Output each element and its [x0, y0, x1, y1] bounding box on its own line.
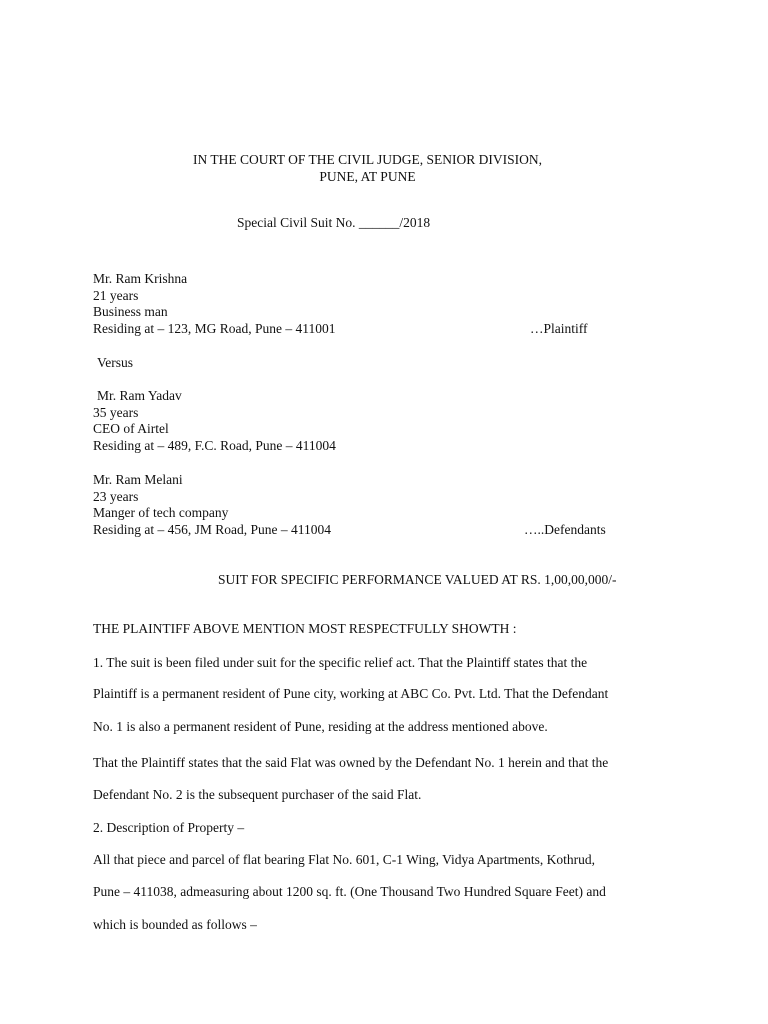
- paragraph-1-line: Plaintiff is a permanent resident of Pune city, working at ABC Co. Pvt. Ltd. That the Defendant: [93, 686, 609, 701]
- defendant-2-address: Residing at – 456, JM Road, Pune – 411004: [93, 522, 331, 537]
- paragraph-2-line: Defendant No. 2 is the subsequent purchaser of the said Flat.: [93, 787, 422, 802]
- plaintiff-address: Residing at – 123, MG Road, Pune – 411001: [93, 321, 336, 336]
- paragraph-3-line: All that piece and parcel of flat bearing Flat No. 601, C-1 Wing, Vidya Apartments, Kothrud,: [93, 852, 596, 867]
- defendant-2-age: 23 years: [93, 489, 139, 504]
- plaintiff-age: 21 years: [93, 288, 139, 303]
- court-heading-line-2: PUNE, AT PUNE: [319, 169, 416, 184]
- plaintiff-occupation: Business man: [93, 304, 168, 319]
- defendant-1-address: Residing at – 489, F.C. Road, Pune – 411004: [93, 438, 336, 453]
- versus-label: Versus: [97, 355, 133, 370]
- defendant-1-name: Mr. Ram Yadav: [97, 388, 182, 403]
- paragraph-1-line: No. 1 is also a permanent resident of Pune, residing at the address mentioned above.: [93, 719, 548, 734]
- suit-title: SUIT FOR SPECIFIC PERFORMANCE VALUED AT RS. 1,00,00,000/-: [218, 572, 617, 587]
- defendant-2-occupation: Manger of tech company: [93, 505, 229, 520]
- plaintiff-name: Mr. Ram Krishna: [93, 271, 188, 286]
- plaintiff-role-label: …Plaintiff: [530, 321, 588, 336]
- court-heading-line-1: IN THE COURT OF THE CIVIL JUDGE, SENIOR DIVISION,: [193, 152, 542, 167]
- defendant-1-age: 35 years: [93, 405, 139, 420]
- paragraph-3-line: Pune – 411038, admeasuring about 1200 sq. ft. (One Thousand Two Hundred Square Feet) and: [93, 884, 606, 899]
- paragraph-1-line: 1. The suit is been filed under suit for the specific relief act. That the Plaintiff states that the: [93, 655, 588, 670]
- paragraph-3-line: which is bounded as follows –: [93, 917, 257, 932]
- defendants-role-label: …..Defendants: [524, 522, 606, 537]
- defendant-1-occupation: CEO of Airtel: [93, 421, 169, 436]
- section-2-heading: 2. Description of Property –: [93, 820, 245, 835]
- plaint-heading: THE PLAINTIFF ABOVE MENTION MOST RESPECTFULLY SHOWTH :: [93, 621, 517, 636]
- defendant-2-name: Mr. Ram Melani: [93, 472, 183, 487]
- paragraph-2-line: That the Plaintiff states that the said Flat was owned by the Defendant No. 1 herein and that the: [93, 755, 609, 770]
- suit-number: Special Civil Suit No. ______/2018: [237, 215, 431, 230]
